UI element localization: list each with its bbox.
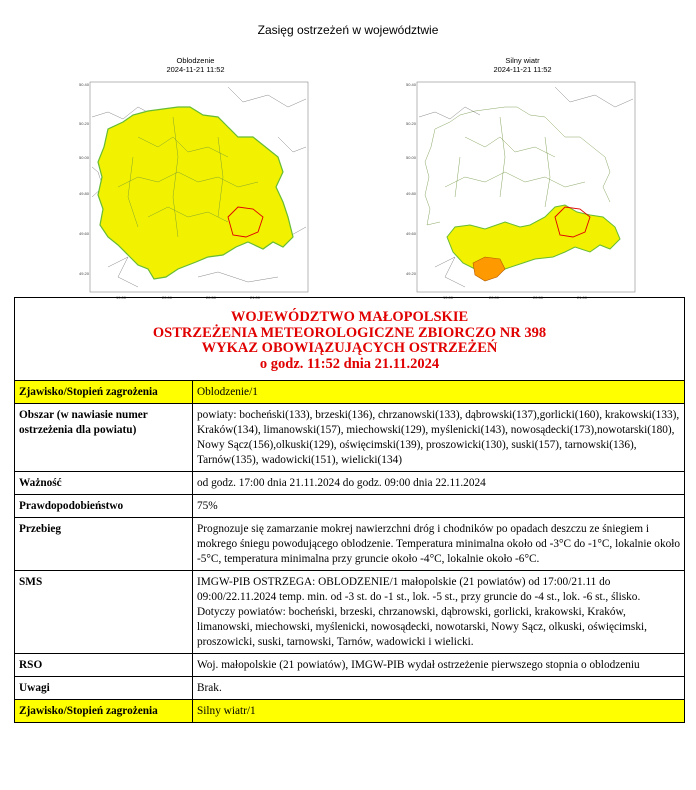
y-label: 50.40 xyxy=(406,82,417,87)
table-row xyxy=(15,404,685,472)
row-label: Uwagi xyxy=(15,677,193,700)
x-label: 21.00 xyxy=(250,295,261,300)
y-label: 50.00 xyxy=(406,155,417,160)
row-label: Zjawisko/Stopień zagrożenia xyxy=(15,700,193,723)
table-row xyxy=(15,700,685,723)
table-row xyxy=(15,677,685,700)
x-label: 20.50 xyxy=(206,295,217,300)
y-label: 49.60 xyxy=(79,231,90,236)
row-label: RSO xyxy=(15,654,193,677)
row-label: Obszar (w nawiasie numer ostrzeżenia dla powiatu) xyxy=(15,404,193,472)
row-value: IMGW-PIB OSTRZEGA: OBLODZENIE/1 małopolskie (21 powiatów) od 17:00/21.11 do 09:00/22.11.2024 temp. min. od -3 st. do -1 st., lok. -5 st., przy gruncie do -4 st., lok. -6 st., ślisko. Dotyczy powiatów: bocheński, brzeski, chrzanowski, dąbrowski, gorlicki, krakowski, Kraków, limanowski, miechowski, myślenicki, nowosądecki, nowotarski, Nowy Sącz, olkuski, oświęcimski, proszowicki, suski, tarnowski, Tarnów, wadowicki i wielicki. xyxy=(193,571,685,654)
x-label: 20.00 xyxy=(489,295,500,300)
map-wind xyxy=(405,56,640,302)
row-value: od godz. 17:00 dnia 21.11.2024 do godz. 09:00 dnia 22.11.2024 xyxy=(193,472,685,495)
y-label: 49.60 xyxy=(406,231,417,236)
page-title: Zasięg ostrzeżeń w województwie xyxy=(257,23,439,37)
x-label: 20.50 xyxy=(533,295,544,300)
row-label: Przebieg xyxy=(15,518,193,571)
map-caption: Oblodzenie xyxy=(176,56,215,65)
table-row xyxy=(15,571,685,654)
row-value: 75% xyxy=(193,495,685,518)
y-label: 49.80 xyxy=(79,191,90,196)
header-line: OSTRZEŻENIA METEOROLOGICZNE ZBIORCZO NR 398 xyxy=(152,324,547,341)
y-label: 50.20 xyxy=(79,121,90,126)
table-row xyxy=(15,495,685,518)
row-value: Prognozuje się zamarzanie mokrej nawierzchni dróg i chodników po opadach deszczu ze śniegiem i mokrego śniegu powodującego oblodzenie. Temperatura minimalna około od -3°C do -1°C, lokalnie około -5°C, temperatura minimalna przy gruncie około -4°C, lokalnie około -6°C. xyxy=(193,518,685,571)
y-label: 49.20 xyxy=(79,271,90,276)
x-label: 19.00 xyxy=(443,295,454,300)
row-value: Silny wiatr/1 xyxy=(193,700,685,723)
row-value: powiaty: bocheński(133), brzeski(136), chrzanowski(133), dąbrowski(137),gorlicki(160), krakowski(133), Kraków(134), limanowski(157), miechowski(129), myślenicki(143), nowosądecki(173),nowotarski(180), Nowy Sącz(156),olkuski(129), oświęcimski(139), proszowicki(130), suski(157), tarnowski(136), Tarnów(135), wadowicki(151), wielicki(134) xyxy=(193,404,685,472)
table-header xyxy=(15,298,685,381)
table-row xyxy=(15,381,685,404)
row-value: Oblodzenie/1 xyxy=(193,381,685,404)
y-label: 49.80 xyxy=(406,191,417,196)
row-value: Woj. małopolskie (21 powiatów), IMGW-PIB wydał ostrzeżenie pierwszego stopnia o oblodzeniu xyxy=(193,654,685,677)
y-label: 50.20 xyxy=(406,121,417,126)
header-row xyxy=(15,298,685,381)
row-label: Prawdopodobieństwo xyxy=(15,495,193,518)
row-value: Brak. xyxy=(193,677,685,700)
row-label: Zjawisko/Stopień zagrożenia xyxy=(15,381,193,404)
map-caption: Silny wiatr xyxy=(505,56,540,65)
header-line: WYKAZ OBOWIĄZUJĄCYCH OSTRZEŻEŃ xyxy=(201,340,498,356)
row-label: SMS xyxy=(15,571,193,654)
x-label: 20.00 xyxy=(162,295,173,300)
x-label: 21.00 xyxy=(577,295,588,300)
y-label: 50.00 xyxy=(79,155,90,160)
warning-map-icing xyxy=(78,77,313,302)
map-date: 2024-11-21 11:52 xyxy=(493,65,552,74)
warning-table xyxy=(14,297,685,723)
table-row xyxy=(15,654,685,677)
header-line: WOJEWÓDZTWO MAŁOPOLSKIE xyxy=(230,309,469,325)
y-label: 50.40 xyxy=(79,82,90,87)
y-label: 49.20 xyxy=(406,271,417,276)
table-row xyxy=(15,518,685,571)
row-label: Ważność xyxy=(15,472,193,495)
warning-map-wind xyxy=(405,77,640,302)
x-label: 19.00 xyxy=(116,295,127,300)
table-row xyxy=(15,472,685,495)
map-date: 2024-11-21 11:52 xyxy=(166,65,225,74)
map-icing xyxy=(78,56,313,302)
header-line: o godz. 11:52 dnia 21.11.2024 xyxy=(259,355,440,372)
